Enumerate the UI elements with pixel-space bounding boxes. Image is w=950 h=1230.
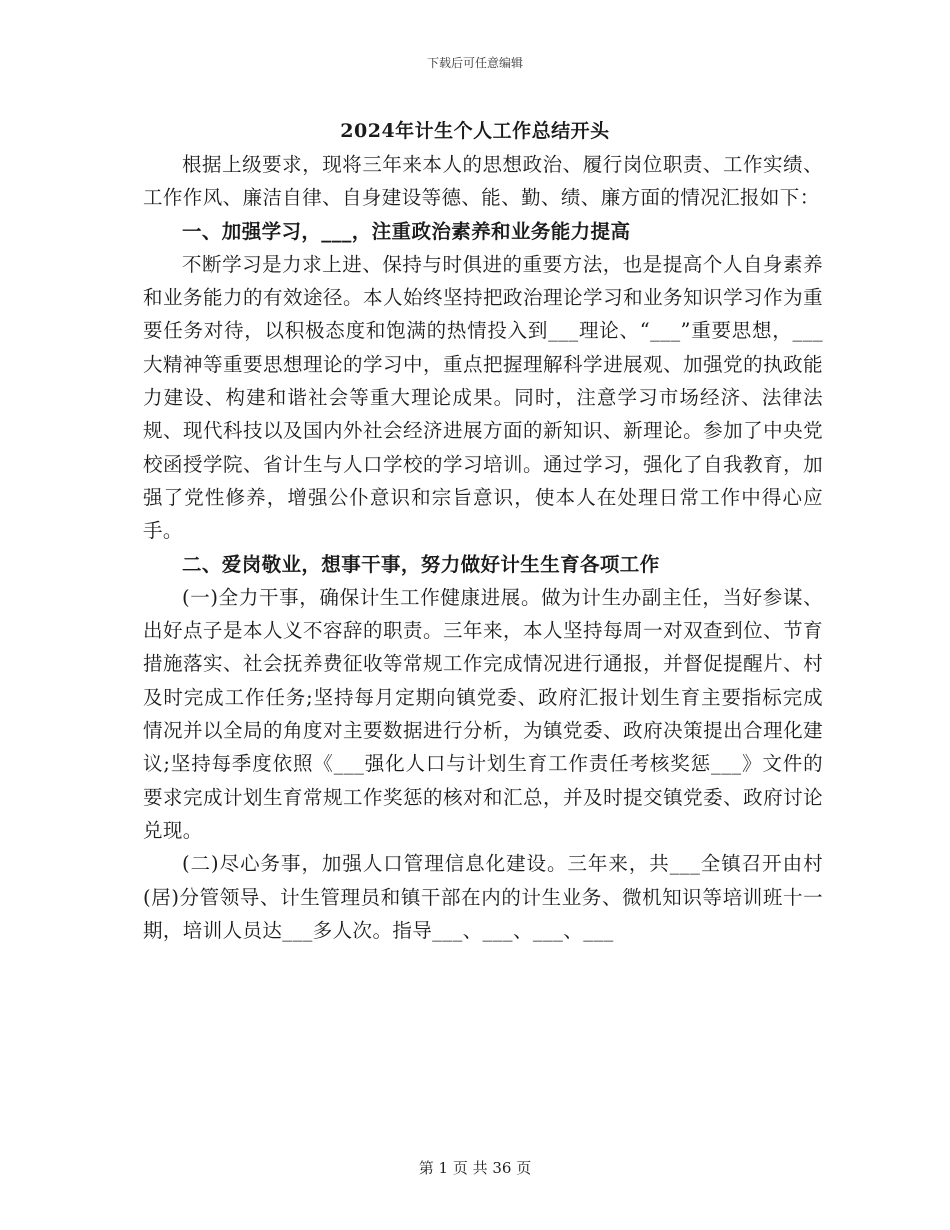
page-number: 第 1 页 共 36 页 — [418, 1159, 532, 1177]
study-paragraph: 不断学习是力求上进、保持与时俱进的重要方法，也是提高个人自身素养和业务能力的有效途径。本人始终坚持把政治理论学习和业务知识学习作为重要任务对待，以积极态度和饱满的热情投入到___理论、“___”重要思想，___大精神等重要思想理论的学习中，重点把握理解科学进展观、加强党的执政能力建设、构建和谐社会等重大理论成果。同时，注意学习市场经济、法律法规、现代科技以及国内外社会经济进展方面的新知识、新理论。参加了中央党校函授学院、省计生与人口学校的学习培训。通过学习，强化了自我教育，加强了党性修养，增强公仆意识和宗旨意识，使本人在处理日常工作中得心应手。 — [143, 252, 823, 543]
header-note: 下载后可任意编辑 — [426, 56, 523, 70]
section-heading-2: 二、爱岗敬业，想事干事，努力做好计生生育各项工作 — [182, 552, 660, 576]
intro-paragraph: 根据上级要求，现将三年来本人的思想政治、履行岗位职责、工作实绩、工作作风、廉洁自律、自身建设等德、能、勤、绩、廉方面的情况汇报如下： — [143, 153, 823, 210]
work-paragraph-2: (二)尽心务事，加强人口管理信息化建设。三年来，共___全镇召开由村(居)分管领导、计生管理员和镇干部在内的计生业务、微机知识等培训班十一期，培训人员达___多人次。指导___、___、___、___ — [143, 852, 823, 942]
document-body — [143, 148, 823, 947]
work-paragraph-1: (一)全力干事，确保计生工作健康进展。做为计生办副主任，当好参谋、出好点子是本人义不容辞的职责。三年来，本人坚持每周一对双查到位、节育措施落实、社会抚养费征收等常规工作完成情况进行通报，并督促提醒片、村及时完成工作任务;坚持每月定期向镇党委、政府汇报计划生育主要指标完成情况并以全局的角度对主要数据进行分析，为镇党委、政府决策提出合理化建议;坚持每季度依照《___强化人口与计划生育工作责任考核奖惩___》文件的要求完成计划生育常规工作奖惩的核对和汇总，并及时提交镇党委、政府讨论兑现。 — [143, 585, 823, 842]
section-heading-1: 一、加强学习，___，注重政治素养和业务能力提高 — [182, 219, 631, 243]
document-title: 2024年计生个人工作总结开头 — [340, 120, 610, 142]
